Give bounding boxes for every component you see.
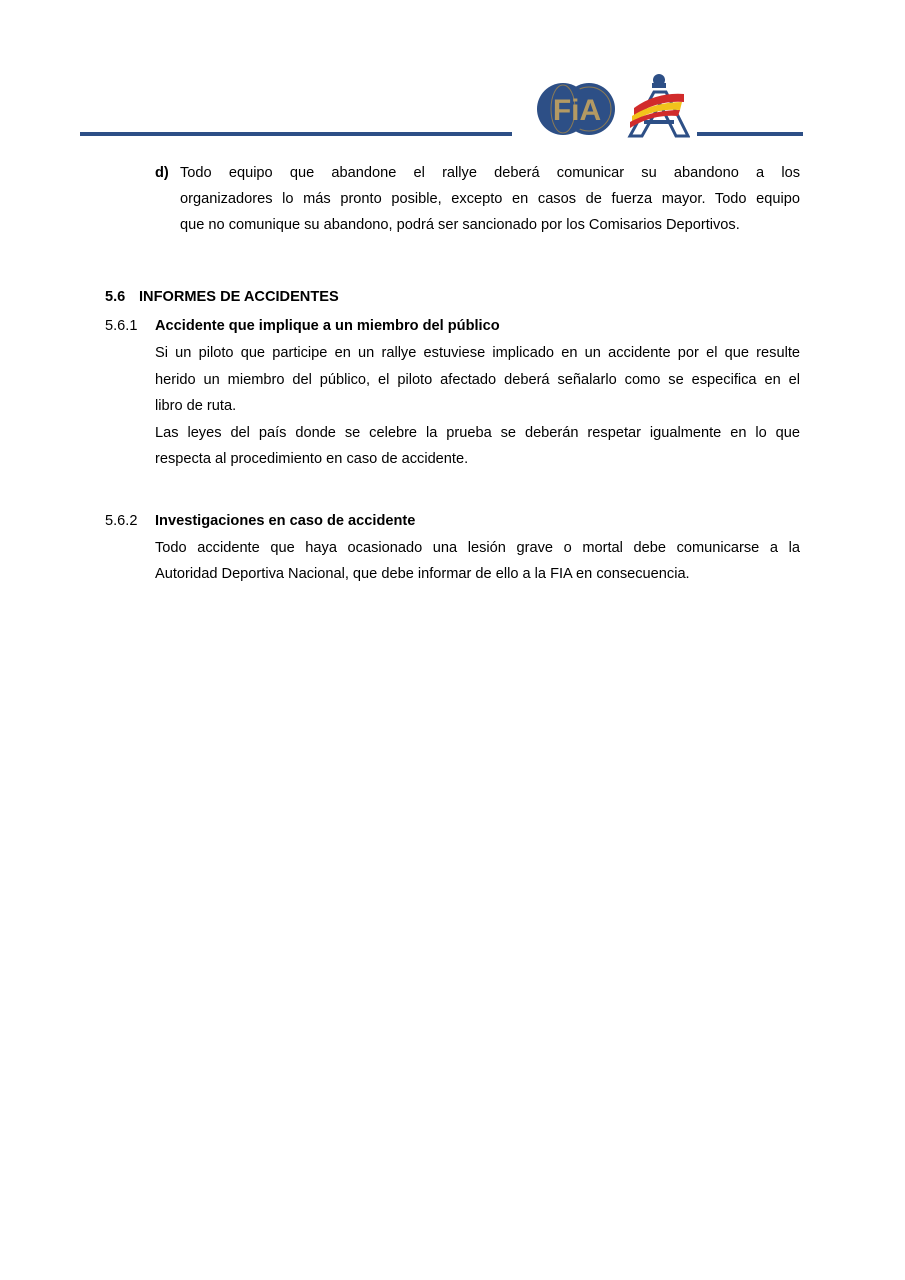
header-rule-right [697, 132, 803, 136]
paragraph-line: herido un miembro del público, el piloto afectado deberá señalarlo como se especifica en el [155, 372, 800, 388]
item-d-line: organizadores lo más pronto posible, excepto en casos de fuerza mayor. Todo equipo [180, 191, 800, 207]
item-marker: d) [155, 165, 169, 181]
section-number: 5.6 [105, 289, 126, 305]
header-rule-left [80, 132, 512, 136]
subsection-number: 5.6.1 [105, 318, 138, 334]
subsection-title: Accidente que implique a un miembro del público [155, 318, 500, 334]
item-d-line: que no comunique su abandono, podrá ser sancionado por los Comisarios Deportivos. [180, 217, 740, 233]
paragraph-line: Si un piloto que participe en un rallye estuviese implicado en un accidente por el que resulte [155, 345, 800, 361]
paragraph-line: Todo accidente que haya ocasionado una lesión grave o mortal debe comunicarse a la [155, 540, 800, 556]
subsection-title: Investigaciones en caso de accidente [155, 513, 416, 529]
paragraph-line: Las leyes del país donde se celebre la prueba se deberán respetar igualmente en lo que [155, 425, 800, 441]
svg-text:FiA: FiA [552, 94, 602, 127]
section-title: INFORMES DE ACCIDENTES [139, 289, 339, 305]
paragraph-line: libro de ruta. [155, 398, 237, 414]
paragraph-line: Autoridad Deportiva Nacional, que debe informar de ello a la FIA en consecuencia. [155, 566, 690, 582]
rfeda-logo [626, 72, 690, 140]
paragraph-line: respecta al procedimiento en caso de accidente. [155, 451, 469, 467]
subsection-number: 5.6.2 [105, 513, 138, 529]
item-d-line: Todo equipo que abandone el rallye deberá comunicar su abandono a los [180, 165, 800, 181]
fia-logo [536, 80, 618, 138]
